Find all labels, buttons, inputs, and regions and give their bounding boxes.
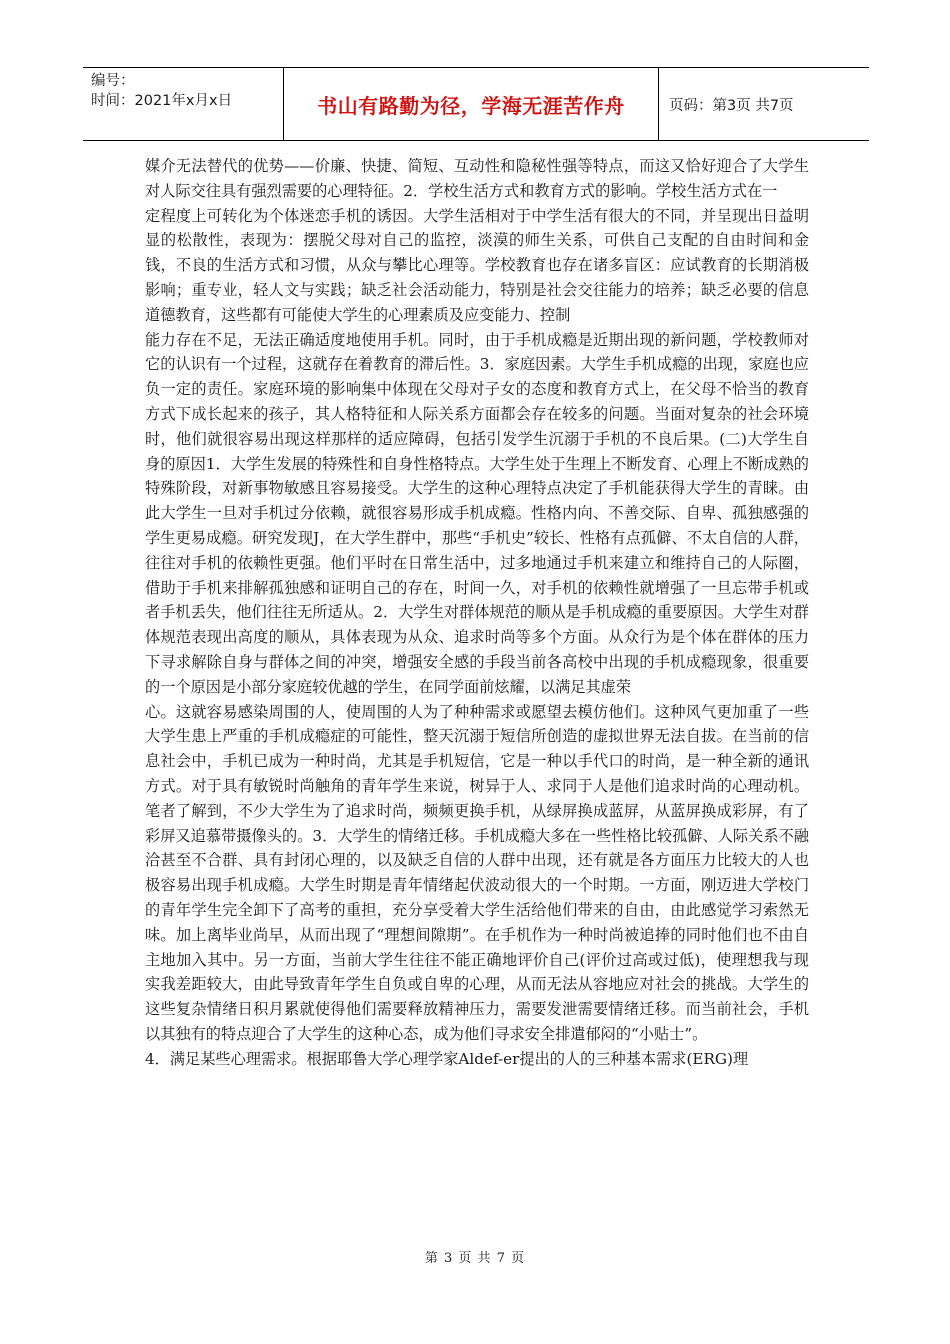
body-paragraph: 定程度上可转化为个体迷恋手机的诱因。大学生活相对于中学生活有很大的不同，并呈现出日益明显的松散性，表现为：摆脱父母对自己的监控，淡漠的师生关系，可供自己支配的自由时间和金钱，不良的生活方式和习惯，从众与攀比心理等。学校教育也存在诸多盲区：应试教育的长期消极影响；重专业，轻人文与实践；缺乏社会活动能力，特别是社会交往能力的培养；缺乏必要的信息道德教育，这些都有可能使大学生的心理素质及应变能力、控制: [145, 206, 809, 324]
page-footer: 第 3 页 共 7 页: [424, 1251, 526, 1266]
document-body: [145, 154, 809, 1071]
page-header: [83, 67, 869, 141]
body-paragraph: 心。这就容易感染周围的人，使周围的人为了种种需求或愿望去模仿他们。这种风气更加重了一些大学生患上严重的手机成瘾症的可能性，整天沉溺于短信所创造的虚拟世界无法自拔。在当前的信息社会中，手机已成为一种时尚，尤其是手机短信，它是一种以手代口的时尚，是一种全新的通讯方式。对于具有敏锐时尚触角的青年学生来说，树异于人、求同于人是他们追求时尚的心理动机。笔者了解到，不少大学生为了追求时尚，频频更换手机，从绿屏换成蓝屏，从蓝屏换成彩屏，有了彩屏又追慕带摄像头的。3．大学生的情绪迁移。手机成瘾大多在一些性格比较孤僻、人际关系不融洽甚至不合群、具有封闭心理的，以及缺乏自信的人群中出现，还有就是各方面压力比较大的人也极容易出现手机成瘾。大学生时期是青年情绪起伏波动很大的一个时期。一方面，刚迈进大学校门的青年学生完全卸下了高考的重担，充分享受着大学生活给他们带来的自由，由此感觉学习索然无味。加上离毕业尚早，从而出现了“理想间隙期”。在手机作为一种时尚被追捧的同时他们也不由自主地加入其中。另一方面，当前大学生往往不能正确地评价自己(评价过高或过低)，使理想我与现实我差距较大，由此导致青年学生自负或自卑的心理，从而无法从容地应对社会的挑战。大学生的这些复杂情绪日积月累就使得他们需要释放精神压力，需要发泄需要情绪迁移。而当前社会，手机以其独有的特点迎合了大学生的这种心态，成为他们寻求安全排遣郁闷的“小贴士”。: [145, 702, 809, 1043]
body-paragraph: 能力存在不足，无法正确适度地使用手机。同时，由于手机成瘾是近期出现的新问题，学校教师对它的认识有一个过程，这就存在着教育的滞后性。3．家庭因素。大学生手机成瘾的出现，家庭也应负一定的责任。家庭环境的影响集中体现在父母对子女的态度和教育方式上，在父母不恰当的教育方式下成长起来的孩子，其人格特征和人际关系方面都会存在较多的问题。当面对复杂的社会环境时，他们就很容易出现这样那样的适应障碍，包括引发学生沉溺于手机的不良后果。(二)大学生自身的原因1．大学生发展的特殊性和自身性格特点。大学生处于生理上不断发育、心理上不断成熟的特殊阶段，对新事物敏感且容易接受。大学生的这种心理特点决定了手机能获得大学生的青睐。由此大学生一旦对手机过分依赖，就很容易形成手机成瘾。性格内向、不善交际、自卑、孤独感强的学生更易成瘾。研究发现J，在大学生群中，那些“手机史”较长、性格有点孤僻、不太自信的人群，往往对手机的依赖性更强。他们平时在日常生活中，过多地通过手机来建立和维持自己的人际圈，借助于手机来排解孤独感和证明自己的存在，时间一久，对手机的依赖性就增强了一旦忘带手机或者手机丢失，他们往往无所适从。2．大学生对群体规范的顺从是手机成瘾的重要原因。大学生对群体规范表现出高度的顺从，具体表现为从众、追求时尚等多个方面。从众行为是个体在群体的压力下寻求解除自身与群体之间的冲突，增强安全感的手段当前各高校中出现的手机成瘾现象，很重要的一个原因是小部分家庭较优越的学生，在同学面前炫耀，以满足其虚荣: [145, 330, 809, 696]
document-number-label: 编号：: [91, 73, 135, 89]
header-motto: 书山有路勤为径，学海无涯苦作舟: [284, 68, 659, 140]
header-meta: [83, 68, 284, 140]
header-page-info: 页码：第3页 共7页: [669, 97, 794, 114]
document-date: 时间：2021年x月x日: [91, 93, 233, 109]
body-paragraph: 媒介无法替代的优势——价廉、快捷、简短、互动性和隐秘性强等特点，而这又恰好迎合了大学生对人际交往具有强烈需要的心理特征。2．学校生活方式和教育方式的影响。学校生活方式在一: [145, 157, 809, 200]
body-paragraph: 4．满足某些心理需求。根据耶鲁大学心理学家Aldef-er提出的人的三种基本需求(ERG)理: [145, 1049, 749, 1068]
